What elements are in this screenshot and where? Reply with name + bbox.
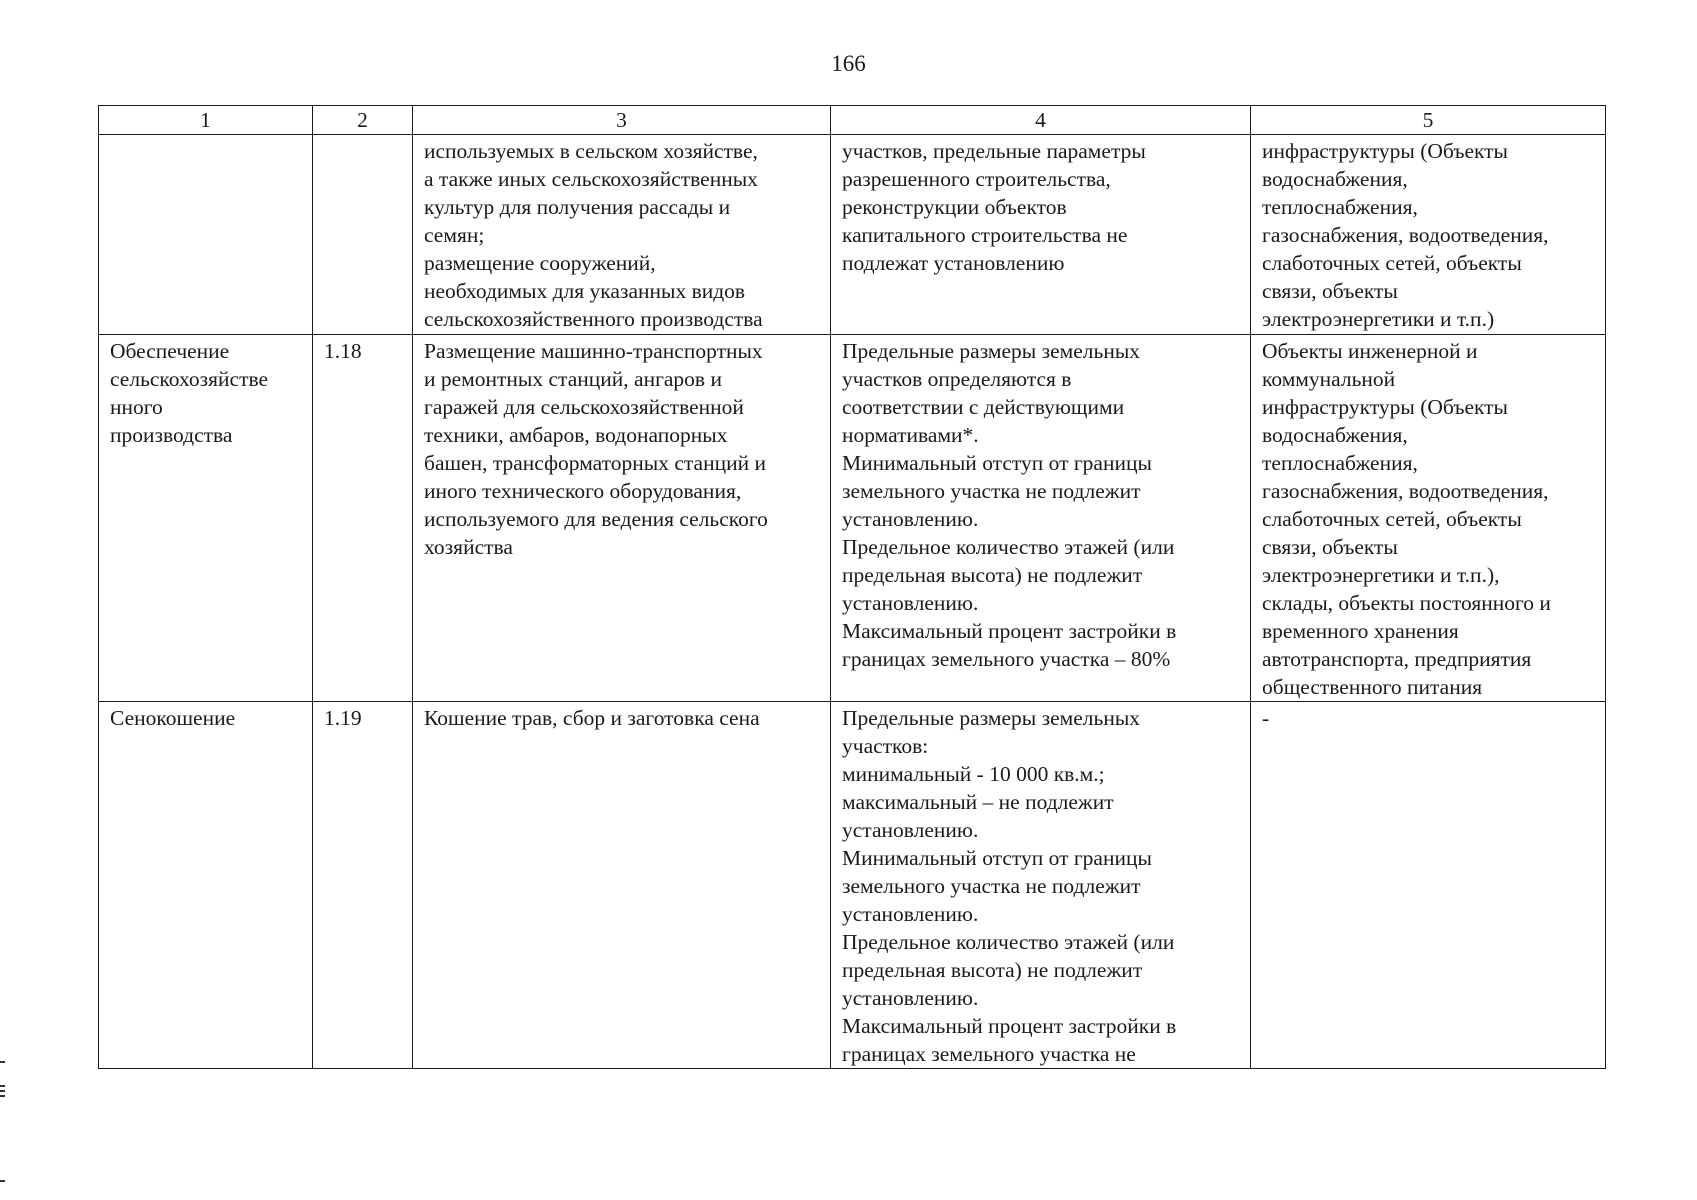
column-number-4: 4 xyxy=(831,106,1251,135)
scan-margin-mark xyxy=(0,1085,5,1087)
use-type-code-cell xyxy=(313,135,413,335)
table-row xyxy=(99,135,1606,335)
use-type-name-cell: Обеспечение сельскохозяйстве нного производства xyxy=(99,335,313,702)
use-type-name-cell xyxy=(99,135,313,335)
parameters-cell: участков, предельные параметры разрешенного строительства, реконструкции объектов капитального строительства не подлежат установлению xyxy=(831,135,1251,335)
use-type-code-cell: 1.18 xyxy=(313,335,413,702)
infrastructure-cell: инфраструктуры (Объекты водоснабжения, теплоснабжения, газоснабжения, водоотведения, слаботочных сетей, объекты связи, объекты электроэнергетики и т.п.) xyxy=(1251,135,1606,335)
infrastructure-cell: - xyxy=(1251,702,1606,1069)
infrastructure-cell: Объекты инженерной и коммунальной инфраструктуры (Объекты водоснабжения, теплоснабжения, газоснабжения, водоотведения, слаботочных сетей, объекты связи, объекты электроэнергетики и т.п.), склады, объекты постоянного и временного хранения автотранспорта, предприятия общественного питания xyxy=(1251,335,1606,702)
scan-margin-mark xyxy=(0,1061,5,1063)
scan-margin-mark xyxy=(0,1095,5,1097)
description-cell: Размещение машинно-транспортных и ремонтных станций, ангаров и гаражей для сельскохозяйственной техники, амбаров, водонапорных башен, трансформаторных станций и иного технического оборудования, используемого для ведения сельского хозяйства xyxy=(413,335,831,702)
table-row xyxy=(99,335,1606,702)
column-number-2: 2 xyxy=(313,106,413,135)
column-number-3: 3 xyxy=(413,106,831,135)
page-number: 166 xyxy=(831,51,866,76)
parameters-cell: Предельные размеры земельных участков: минимальный - 10 000 кв.м.; максимальный – не подлежит установлению. Минимальный отступ от границы земельного участка не подлежит установлению. Предельное количество этажей (или предельная высота) не подлежит установлению. Максимальный процент застройки в границах земельного участка не xyxy=(831,702,1251,1069)
description-cell: используемых в сельском хозяйстве, а также иных сельскохозяйственных культур для получения рассады и семян; размещение сооружений, необходимых для указанных видов сельскохозяйственного производства xyxy=(413,135,831,335)
column-number-5: 5 xyxy=(1251,106,1606,135)
table-row xyxy=(99,702,1606,1069)
use-type-name-cell: Сенокошение xyxy=(99,702,313,1069)
scan-margin-mark xyxy=(0,1180,5,1182)
parameters-cell: Предельные размеры земельных участков определяются в соответствии с действующими нормативами*. Минимальный отступ от границы земельного участка не подлежит установлению. Предельное количество этажей (или предельная высота) не подлежит установлению. Максимальный процент застройки в границах земельного участка – 80% xyxy=(831,335,1251,702)
land-use-table xyxy=(98,105,1606,1069)
table-header-row xyxy=(99,106,1606,135)
column-number-1: 1 xyxy=(99,106,313,135)
description-cell: Кошение трав, сбор и заготовка сена xyxy=(413,702,831,1069)
use-type-code-cell: 1.19 xyxy=(313,702,413,1069)
scan-margin-mark xyxy=(0,1090,5,1092)
